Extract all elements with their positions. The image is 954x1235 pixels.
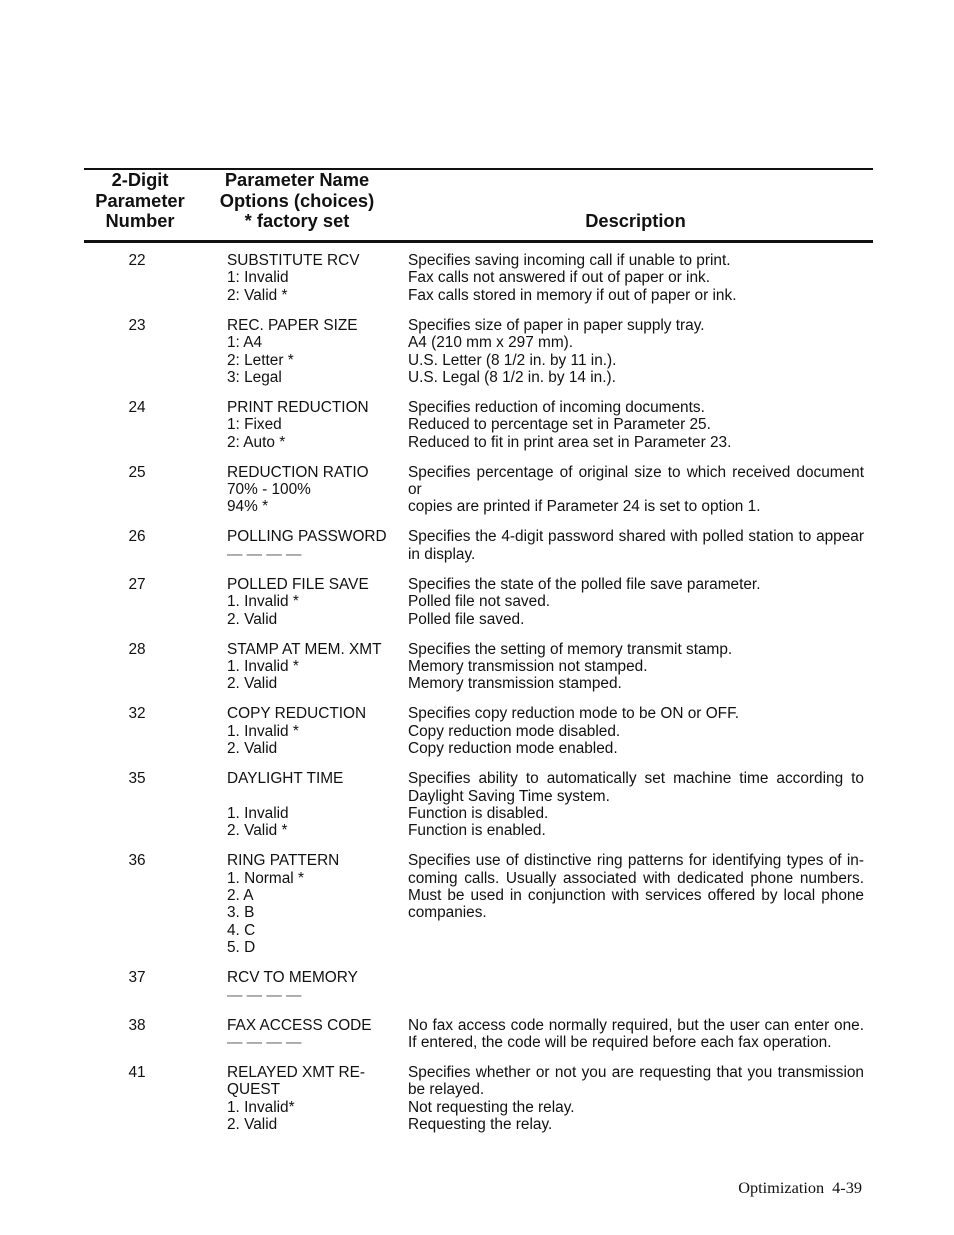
description-line: Copy reduction mode disabled.	[408, 722, 621, 740]
table-top-rule	[84, 168, 873, 170]
parameter-number: 22	[128, 252, 146, 269]
description-line: Memory transmission stamped.	[408, 675, 622, 693]
footer-section-title: Optimization	[738, 1178, 825, 1197]
header-line: Number	[105, 210, 175, 231]
parameter-option: 2. Valid	[227, 675, 278, 693]
description-line: Must be used in conjunction with services offered by local phone	[408, 887, 864, 905]
parameter-option: 2: Letter *	[227, 351, 294, 369]
parameter-description	[408, 1064, 864, 1134]
description-line: Specifies the setting of memory transmit stamp.	[408, 640, 733, 658]
parameter-option: 1. Invalid *	[227, 593, 299, 611]
description-line: Fax calls not answered if out of paper or ink.	[408, 269, 710, 287]
description-line: Memory transmission not stamped.	[408, 657, 648, 675]
blank-line	[227, 788, 408, 805]
parameter-option: 2. Valid	[227, 740, 278, 758]
parameter-description	[408, 252, 864, 304]
parameter-name-options	[227, 252, 408, 304]
parameter-name: REC. PAPER SIZE	[227, 316, 358, 334]
description-line: Function is disabled.	[408, 804, 549, 822]
parameter-table-body	[84, 252, 873, 1146]
parameter-description	[408, 317, 864, 387]
parameter-name: RCV TO MEMORY	[227, 969, 358, 987]
parameter-option: 1: Invalid	[227, 269, 289, 287]
header-line: Parameter	[95, 189, 185, 211]
parameter-number: 25	[128, 463, 146, 481]
parameter-option: 1. Invalid *	[227, 722, 299, 740]
description-line: Specifies reduction of incoming documents.	[408, 398, 705, 416]
parameter-description	[408, 399, 864, 451]
parameter-name: COPY REDUCTION	[227, 705, 367, 723]
parameter-number: 37	[128, 969, 146, 987]
parameter-number: 38	[128, 1016, 146, 1034]
parameter-name: DAYLIGHT TIME	[227, 770, 344, 788]
parameter-number: 26	[128, 528, 146, 546]
parameter-option: 2. A	[227, 887, 254, 905]
parameter-description	[408, 705, 864, 757]
description-line: Specifies size of paper in paper supply tray.	[408, 316, 705, 334]
description-line: companies.	[408, 904, 487, 922]
parameter-number: 36	[128, 852, 146, 870]
parameter-description	[408, 852, 864, 956]
parameter-option: 5. D	[227, 939, 256, 957]
parameter-row	[84, 252, 873, 304]
description-line: Specifies saving incoming call if unable to print.	[408, 252, 731, 269]
parameter-name-options	[227, 528, 408, 563]
parameter-row	[84, 317, 873, 387]
parameter-option: 2: Valid *	[227, 286, 288, 304]
parameter-name-options	[227, 705, 408, 757]
description-line: Fax calls stored in memory if out of paper or ink.	[408, 286, 737, 304]
parameter-number: 32	[128, 705, 146, 723]
parameter-name: RING PATTERN	[227, 852, 340, 870]
description-line: or	[408, 481, 422, 499]
parameter-name: REDUCTION RATIO	[227, 463, 369, 481]
description-line: copies are printed if Parameter 24 is set to option 1.	[408, 498, 761, 516]
parameter-description	[408, 464, 864, 516]
parameter-name-options	[227, 852, 408, 956]
description-line: U.S. Legal (8 1/2 in. by 14 in.).	[408, 368, 616, 386]
parameter-name-options	[227, 399, 408, 451]
parameter-option: 3. B	[227, 904, 255, 922]
parameter-row	[84, 576, 873, 628]
header-line: * factory set	[244, 210, 350, 231]
parameter-name-options	[227, 1017, 408, 1052]
parameter-option: 1. Invalid*	[227, 1098, 295, 1116]
parameter-description	[408, 969, 864, 1004]
description-line: Reduced to fit in print area set in Parameter 23.	[408, 433, 732, 451]
parameter-row	[84, 852, 873, 956]
description-line: Specifies whether or not you are requesting that you transmission	[408, 1063, 864, 1081]
parameter-option: 2. Valid	[227, 610, 278, 628]
description-line: Specifies percentage of original size to which received document	[408, 463, 864, 481]
parameter-name-options	[227, 464, 408, 516]
description-line: No fax access code normally required, but the user can enter one.	[408, 1016, 864, 1034]
header-line: 2-Digit	[111, 169, 169, 190]
parameter-number: 27	[128, 575, 146, 593]
description-line: be relayed.	[408, 1081, 485, 1099]
parameter-name: POLLED FILE SAVE	[227, 575, 369, 593]
parameter-name: STAMP AT MEM. XMT	[227, 640, 382, 658]
column-header-description: Description	[585, 210, 686, 231]
parameter-description	[408, 1017, 864, 1052]
description-line: Function is enabled.	[408, 822, 546, 840]
description-line: Specifies use of distinctive ring patterns for identifying types of in-	[408, 852, 864, 870]
header-line: Parameter Name	[224, 169, 370, 190]
page-number: 4-39	[832, 1178, 862, 1197]
parameter-row	[84, 1017, 873, 1052]
value-placeholder-dashes: — — — —	[227, 1033, 302, 1051]
column-header-parameter-name	[206, 170, 388, 232]
value-placeholder-dashes: — — — —	[227, 545, 302, 563]
parameter-row	[84, 641, 873, 693]
parameter-option: 4. C	[227, 921, 256, 939]
parameter-number: 24	[128, 398, 146, 416]
description-line: Specifies the 4-digit password shared with polled station to appear	[408, 528, 864, 546]
parameter-option: 70% - 100%	[227, 481, 311, 499]
parameter-option: 2. Valid *	[227, 822, 288, 840]
column-header-parameter-number	[84, 170, 196, 232]
value-placeholder-dashes: — — — —	[227, 986, 302, 1004]
parameter-option: 2. Valid	[227, 1116, 278, 1134]
description-line: Specifies copy reduction mode to be ON or OFF.	[408, 705, 740, 723]
parameter-option: QUEST	[227, 1081, 281, 1099]
description-line: Requesting the relay.	[408, 1116, 553, 1134]
parameter-row	[84, 399, 873, 451]
parameter-number: 23	[128, 316, 146, 334]
description-line: Reduced to percentage set in Parameter 25.	[408, 416, 711, 434]
description-line: Polled file not saved.	[408, 593, 551, 611]
parameter-name-options	[227, 770, 408, 840]
description-line: U.S. Letter (8 1/2 in. by 11 in.).	[408, 351, 617, 369]
parameter-row	[84, 464, 873, 516]
header-line: Options (choices)	[219, 189, 375, 211]
parameter-number: 35	[128, 770, 146, 788]
parameter-number: 28	[128, 640, 146, 658]
parameter-description	[408, 576, 864, 628]
description-line: in display.	[408, 545, 476, 563]
parameter-name-options	[227, 576, 408, 628]
description-line: If entered, the code will be required before each fax operation.	[408, 1033, 832, 1051]
description-line: Copy reduction mode enabled.	[408, 740, 618, 758]
description-line: Polled file saved.	[408, 610, 525, 628]
parameter-name-options	[227, 969, 408, 1004]
description-line: Daylight Saving Time system.	[408, 787, 610, 805]
description-line: A4 (210 mm x 297 mm).	[408, 334, 574, 352]
parameter-option: 1. Normal *	[227, 869, 304, 887]
description-line: coming calls. Usually associated with dedicated phone numbers.	[408, 869, 864, 887]
parameter-number: 41	[128, 1063, 146, 1081]
parameter-row	[84, 770, 873, 840]
parameter-row	[84, 969, 873, 1004]
parameter-name-options	[227, 317, 408, 387]
parameter-option: 3: Legal	[227, 368, 282, 386]
parameter-name-options	[227, 641, 408, 693]
parameter-option: 1: Fixed	[227, 416, 282, 434]
parameter-option: 1. Invalid	[227, 804, 289, 822]
parameter-description	[408, 528, 864, 563]
parameter-name: POLLING PASSWORD	[227, 528, 387, 546]
parameter-option: 1. Invalid *	[227, 657, 299, 675]
parameter-row	[84, 1064, 873, 1134]
description-line: Not requesting the relay.	[408, 1098, 575, 1116]
parameter-description	[408, 770, 864, 840]
parameter-option: 2: Auto *	[227, 433, 286, 451]
parameter-description	[408, 641, 864, 693]
parameter-option: 94% *	[227, 498, 269, 516]
parameter-name-options	[227, 1064, 408, 1134]
description-line: Specifies ability to automatically set machine time according to	[408, 770, 864, 788]
parameter-option: 1: A4	[227, 334, 263, 352]
parameter-name: FAX ACCESS CODE	[227, 1016, 372, 1034]
parameter-name: SUBSTITUTE RCV	[227, 252, 360, 269]
header-bottom-rule	[84, 240, 873, 243]
description-line: Specifies the state of the polled file save parameter.	[408, 575, 761, 593]
parameter-row	[84, 705, 873, 757]
parameter-name: PRINT REDUCTION	[227, 398, 369, 416]
page-footer	[738, 1179, 862, 1197]
parameter-row	[84, 528, 873, 563]
parameter-name: RELAYED XMT RE-	[227, 1063, 365, 1081]
